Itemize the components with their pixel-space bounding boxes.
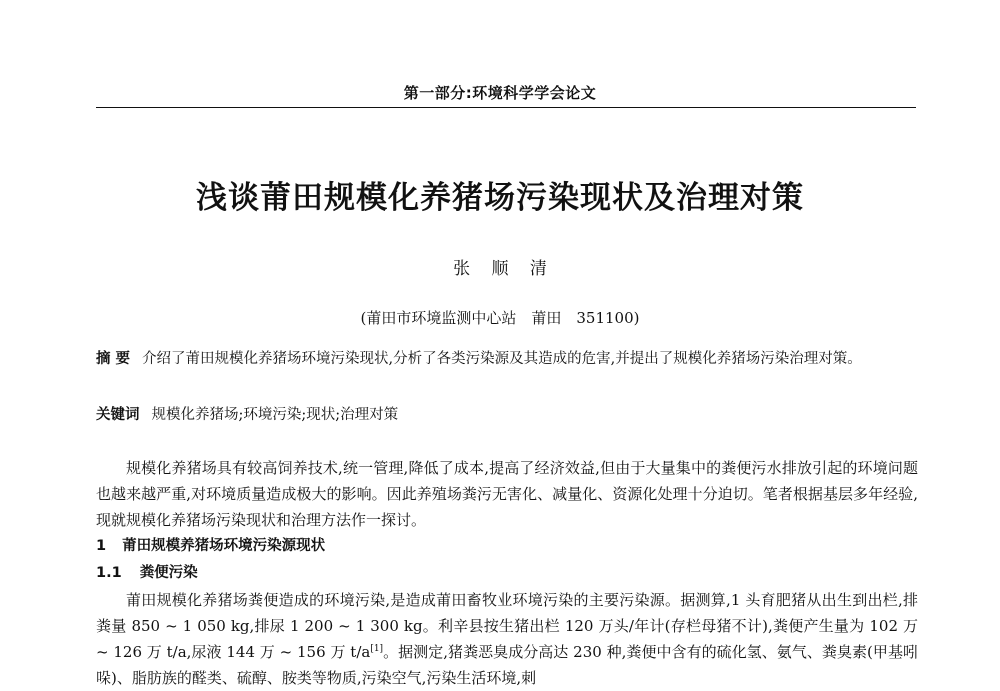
section-heading-1-1 bbox=[96, 560, 918, 587]
paragraph-text-start: 莆田规模化养猪场粪便造成的环境污染,是造成莆田畜牧业环境污染的主要污染源。据测算,1 头育肥猪从出生到出栏,排粪量 850 ~ 1 050 kg,排尿 1 200 ~ 1 300 kg。利辛县按生猪出栏 120 万头/年计(存栏母猪不计),粪便产生量为 102 万 ~ 126 万 t/a,尿液 144 万 ~ 156 万 t/a bbox=[96, 591, 918, 661]
citation-marker: [1] bbox=[370, 644, 384, 654]
keywords-label: 关键词 bbox=[96, 407, 140, 423]
abstract-label: 摘 要 bbox=[96, 351, 131, 367]
subsection-title: 粪便污染 bbox=[139, 565, 198, 581]
paragraph-text-end: 。据测定,猪粪恶臭成分高达 230 种,粪便中含有的硫化氢、氨气、粪臭素(甲基吲哚)、脂肪族的醛类、硫醇、胺类等物质,污染空气,污染生活环境,刺 bbox=[96, 643, 918, 687]
abstract-text: 介绍了莆田规模化养猪场环境污染现状,分析了各类污染源及其造成的危害,并提出了规模化养猪场污染治理对策。 bbox=[142, 351, 862, 367]
keywords-text: 规模化养猪场;环境污染;现状;治理对策 bbox=[151, 407, 399, 423]
paper-title: 浅谈莆田规模化养猪场污染现状及治理对策 bbox=[196, 180, 804, 216]
header-rule bbox=[96, 107, 916, 108]
section-number: 1 bbox=[96, 538, 107, 554]
section-heading-1 bbox=[96, 533, 918, 560]
running-header: 第一部分:环境科学学会论文 bbox=[403, 84, 597, 102]
section-title: 莆田规模养猪场环境污染源现状 bbox=[122, 538, 326, 554]
affiliation: (莆田市环境监测中心站 莆田 351100) bbox=[360, 309, 640, 327]
subsection-number: 1.1 bbox=[96, 565, 122, 581]
section-1-1-paragraph bbox=[96, 587, 918, 691]
abstract bbox=[96, 345, 918, 374]
author: 张 顺 清 bbox=[453, 259, 547, 279]
body-text bbox=[96, 455, 918, 691]
keywords bbox=[96, 401, 918, 429]
intro-paragraph: 规模化养猪场具有较高饲养技术,统一管理,降低了成本,提高了经济效益,但由于大量集中的粪便污水排放引起的环境问题也越来越严重,对环境质量造成极大的影响。因此养殖场粪污无害化、减量化、资源化处理十分迫切。笔者根据基层多年经验,现就规模化养猪场污染现状和治理方法作一探讨。 bbox=[96, 459, 918, 529]
